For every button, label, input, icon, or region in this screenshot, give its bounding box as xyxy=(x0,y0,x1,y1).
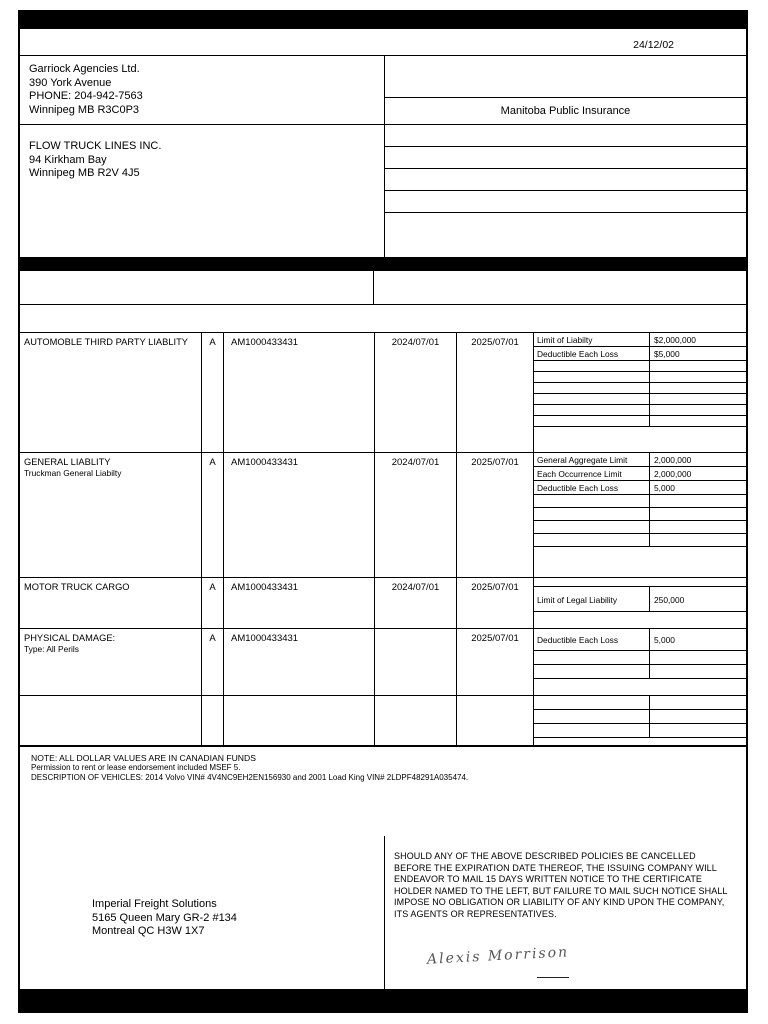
top-black-band xyxy=(20,12,746,29)
limit-label xyxy=(534,405,650,415)
insurer-letter-cell: A xyxy=(202,453,224,577)
expiry-date-cell: 2025/07/01 xyxy=(457,333,534,452)
limit-value xyxy=(650,405,746,415)
holder-city: Montreal QC H3W 1X7 xyxy=(92,925,205,937)
policy-number-cell: AM1000433431 xyxy=(224,629,375,695)
limit-row-empty xyxy=(534,361,746,372)
policy-number-cell: AM1000433431 xyxy=(224,333,375,452)
limit-label: General Aggregate Limit xyxy=(534,453,650,466)
parties-right-column xyxy=(385,56,746,257)
coverage-subtype: Type: All Perils xyxy=(24,643,79,654)
limit-row-empty xyxy=(534,724,746,738)
policy-number-cell xyxy=(224,696,375,745)
date-row xyxy=(20,29,746,56)
limit-row-empty xyxy=(534,534,746,547)
coverage-type-cell xyxy=(20,453,202,577)
limit-value xyxy=(650,696,746,709)
coverage-type-cell xyxy=(20,578,202,628)
effective-date-cell: 2024/07/01 xyxy=(375,453,457,577)
limit-value: 5,000 xyxy=(654,635,675,645)
producer-name: Garriock Agencies Ltd. xyxy=(29,63,140,75)
insurer-empty-row xyxy=(385,125,746,147)
limit-row xyxy=(534,453,746,467)
limit-row xyxy=(534,467,746,481)
signature-underline xyxy=(537,977,569,978)
limits-cell xyxy=(534,629,746,695)
effective-date-cell: 2024/07/01 xyxy=(375,578,457,628)
limit-label xyxy=(534,521,650,533)
limits-cell xyxy=(534,333,746,452)
limit-value xyxy=(650,394,746,404)
limit-label: Deductible Each Loss xyxy=(534,629,650,650)
insurer-empty-row xyxy=(385,191,746,213)
coverage-row-physical-damage xyxy=(20,629,746,696)
coverage-type: MOTOR TRUCK CARGO xyxy=(24,582,130,592)
insurer-letter-cell: A xyxy=(202,578,224,628)
limit-row xyxy=(534,629,746,651)
coverage-type-cell xyxy=(20,629,202,695)
limit-row-empty xyxy=(534,495,746,508)
limit-row xyxy=(534,347,746,361)
companies-affording-coverage-box xyxy=(385,56,746,98)
limit-row-empty xyxy=(534,405,746,416)
producer-street: 390 York Avenue xyxy=(29,76,112,89)
cancellation-clause: SHOULD ANY OF THE ABOVE DESCRIBED POLICIES BE CANCELLED BEFORE THE EXPIRATION DATE THEREOF, THE ISSUING COMPANY WILL ENDEAVOR TO MAIL 15 DAYS WRITTEN NOTICE TO THE CERTIFICATE HOLDER NAMED TO THE LEFT, BUT FAILURE TO MAIL SUCH NOTICE SHALL IMPOSE NO OBLIGATION OR LIABILITY OF ANY KIND UPON THE COMPANY, ITS AGENTS OR REPRESENTATIVES. xyxy=(394,851,728,919)
effective-date-cell xyxy=(375,629,457,695)
holder-street: 5165 Queen Mary GR-2 #134 xyxy=(92,911,237,924)
limits-cell xyxy=(534,453,746,577)
limit-value xyxy=(650,508,746,520)
insured-city: Winnipeg MB R2V 4J5 xyxy=(29,167,140,179)
limit-label xyxy=(534,696,650,709)
limit-value: 2,000,000 xyxy=(654,455,692,465)
limit-row xyxy=(534,586,746,612)
limit-value xyxy=(650,495,746,507)
policy-number-cell: AM1000433431 xyxy=(224,578,375,628)
authorized-signature: Alexis Morrison xyxy=(426,944,570,968)
limit-value xyxy=(650,710,746,723)
coverage-type: PHYSICAL DAMAGE: xyxy=(24,633,116,643)
limit-label xyxy=(534,383,650,393)
limit-row-empty xyxy=(534,521,746,534)
limit-row-empty xyxy=(534,508,746,521)
producer-phone: PHONE: 204-942-7563 xyxy=(29,90,143,102)
note-endorsement: Permission to rent or lease endorsement included MSEF 5. xyxy=(31,763,241,772)
pre-table-strip xyxy=(20,271,746,305)
limit-label xyxy=(534,416,650,426)
insurer-company-name: Manitoba Public Insurance xyxy=(500,105,631,117)
cancellation-box xyxy=(385,836,746,989)
insured-box xyxy=(20,125,384,257)
insurer-company-row xyxy=(385,98,746,125)
expiry-date-cell: 2025/07/01 xyxy=(457,453,534,577)
limit-value xyxy=(650,534,746,546)
expiry-date-cell xyxy=(457,696,534,745)
policy-number-cell: AM1000433431 xyxy=(224,453,375,577)
limit-row xyxy=(534,333,746,347)
limit-value: 2,000,000 xyxy=(654,469,692,479)
coverage-type: GENERAL LIABLITY xyxy=(24,457,111,467)
insured-name: FLOW TRUCK LINES INC. xyxy=(29,140,162,152)
bottom-section xyxy=(20,836,746,989)
parties-section xyxy=(20,56,746,257)
notes-section xyxy=(20,746,746,836)
limit-row xyxy=(534,481,746,495)
limit-value: 250,000 xyxy=(654,594,685,605)
separator-black-band xyxy=(20,257,746,271)
limit-label: Deductible Each Loss xyxy=(534,347,650,360)
effective-date-cell: 2024/07/01 xyxy=(375,333,457,452)
holder-name: Imperial Freight Solutions xyxy=(92,898,217,910)
certificate-holder-box xyxy=(20,836,385,989)
limit-label xyxy=(534,534,650,546)
limit-value: $2,000,000 xyxy=(654,335,696,345)
coverage-table xyxy=(20,332,746,746)
limit-value xyxy=(650,361,746,371)
limit-row-empty xyxy=(534,651,746,665)
insurer-letter-cell xyxy=(202,696,224,745)
limit-value xyxy=(650,521,746,533)
coverage-type: AUTOMOBLE THIRD PARTY LIABLITY xyxy=(24,337,188,347)
insurer-empty-row xyxy=(385,147,746,169)
insurer-empty-row xyxy=(385,169,746,191)
limit-row-empty xyxy=(534,665,746,679)
insurer-letter-cell: A xyxy=(202,333,224,452)
limits-spacer xyxy=(534,578,746,586)
limit-label xyxy=(534,651,650,664)
limit-value: 5,000 xyxy=(654,483,675,493)
limit-value xyxy=(650,724,746,737)
limit-row-empty xyxy=(534,710,746,724)
limit-value: $5,000 xyxy=(654,349,680,359)
limit-label xyxy=(534,394,650,404)
limit-label: Deductible Each Loss xyxy=(534,481,650,494)
note-funds: NOTE: ALL DOLLAR VALUES ARE IN CANADIAN FUNDS xyxy=(31,753,256,763)
limit-label: Each Occurrence Limit xyxy=(534,467,650,480)
insured-street: 94 Kirkham Bay xyxy=(29,153,107,166)
effective-date-cell xyxy=(375,696,457,745)
limit-label xyxy=(534,508,650,520)
document-frame xyxy=(18,10,748,1013)
limit-label xyxy=(534,372,650,382)
table-header-gap xyxy=(20,305,746,332)
limit-label xyxy=(534,495,650,507)
producer-box xyxy=(20,56,384,125)
limits-cell xyxy=(534,696,746,745)
limit-row-empty xyxy=(534,372,746,383)
note-vehicles: DESCRIPTION OF VEHICLES: 2014 Volvo VIN# 4V4NC9EH2EN156930 and 2001 Load King VIN# 2LDPF48291A035474. xyxy=(31,772,469,782)
limit-value xyxy=(650,665,746,678)
coverage-row-general-liability xyxy=(20,453,746,578)
parties-left-column xyxy=(20,56,385,257)
limit-row-empty xyxy=(534,696,746,710)
limit-value xyxy=(650,372,746,382)
bottom-black-band xyxy=(20,989,746,1012)
limit-label xyxy=(534,665,650,678)
limits-cell xyxy=(534,578,746,628)
expiry-date-cell: 2025/07/01 xyxy=(457,629,534,695)
limit-value xyxy=(650,383,746,393)
coverage-type-cell xyxy=(20,333,202,452)
limit-row-empty xyxy=(534,383,746,394)
limit-value xyxy=(650,416,746,426)
limit-label: Limit of Legal Liability xyxy=(534,587,650,611)
pre-table-divider xyxy=(373,271,374,304)
coverage-row-empty xyxy=(20,696,746,746)
coverage-row-motor-truck-cargo xyxy=(20,578,746,629)
expiry-date-cell: 2025/07/01 xyxy=(457,578,534,628)
coverage-row-auto-third-party-liability xyxy=(20,333,746,453)
coverage-type-cell xyxy=(20,696,202,745)
producer-city: Winnipeg MB R3C0P3 xyxy=(29,103,140,116)
limit-label xyxy=(534,361,650,371)
limit-row-empty xyxy=(534,394,746,405)
limit-label xyxy=(534,724,650,737)
insurer-letter-cell: A xyxy=(202,629,224,695)
issue-date: 24/12/02 xyxy=(633,39,674,51)
limit-label: Limit of Liabilty xyxy=(534,333,650,346)
limit-row-empty xyxy=(534,416,746,427)
limit-value xyxy=(650,651,746,664)
limit-label xyxy=(534,710,650,723)
coverage-subtype: Truckman General Liabilty xyxy=(24,467,122,478)
